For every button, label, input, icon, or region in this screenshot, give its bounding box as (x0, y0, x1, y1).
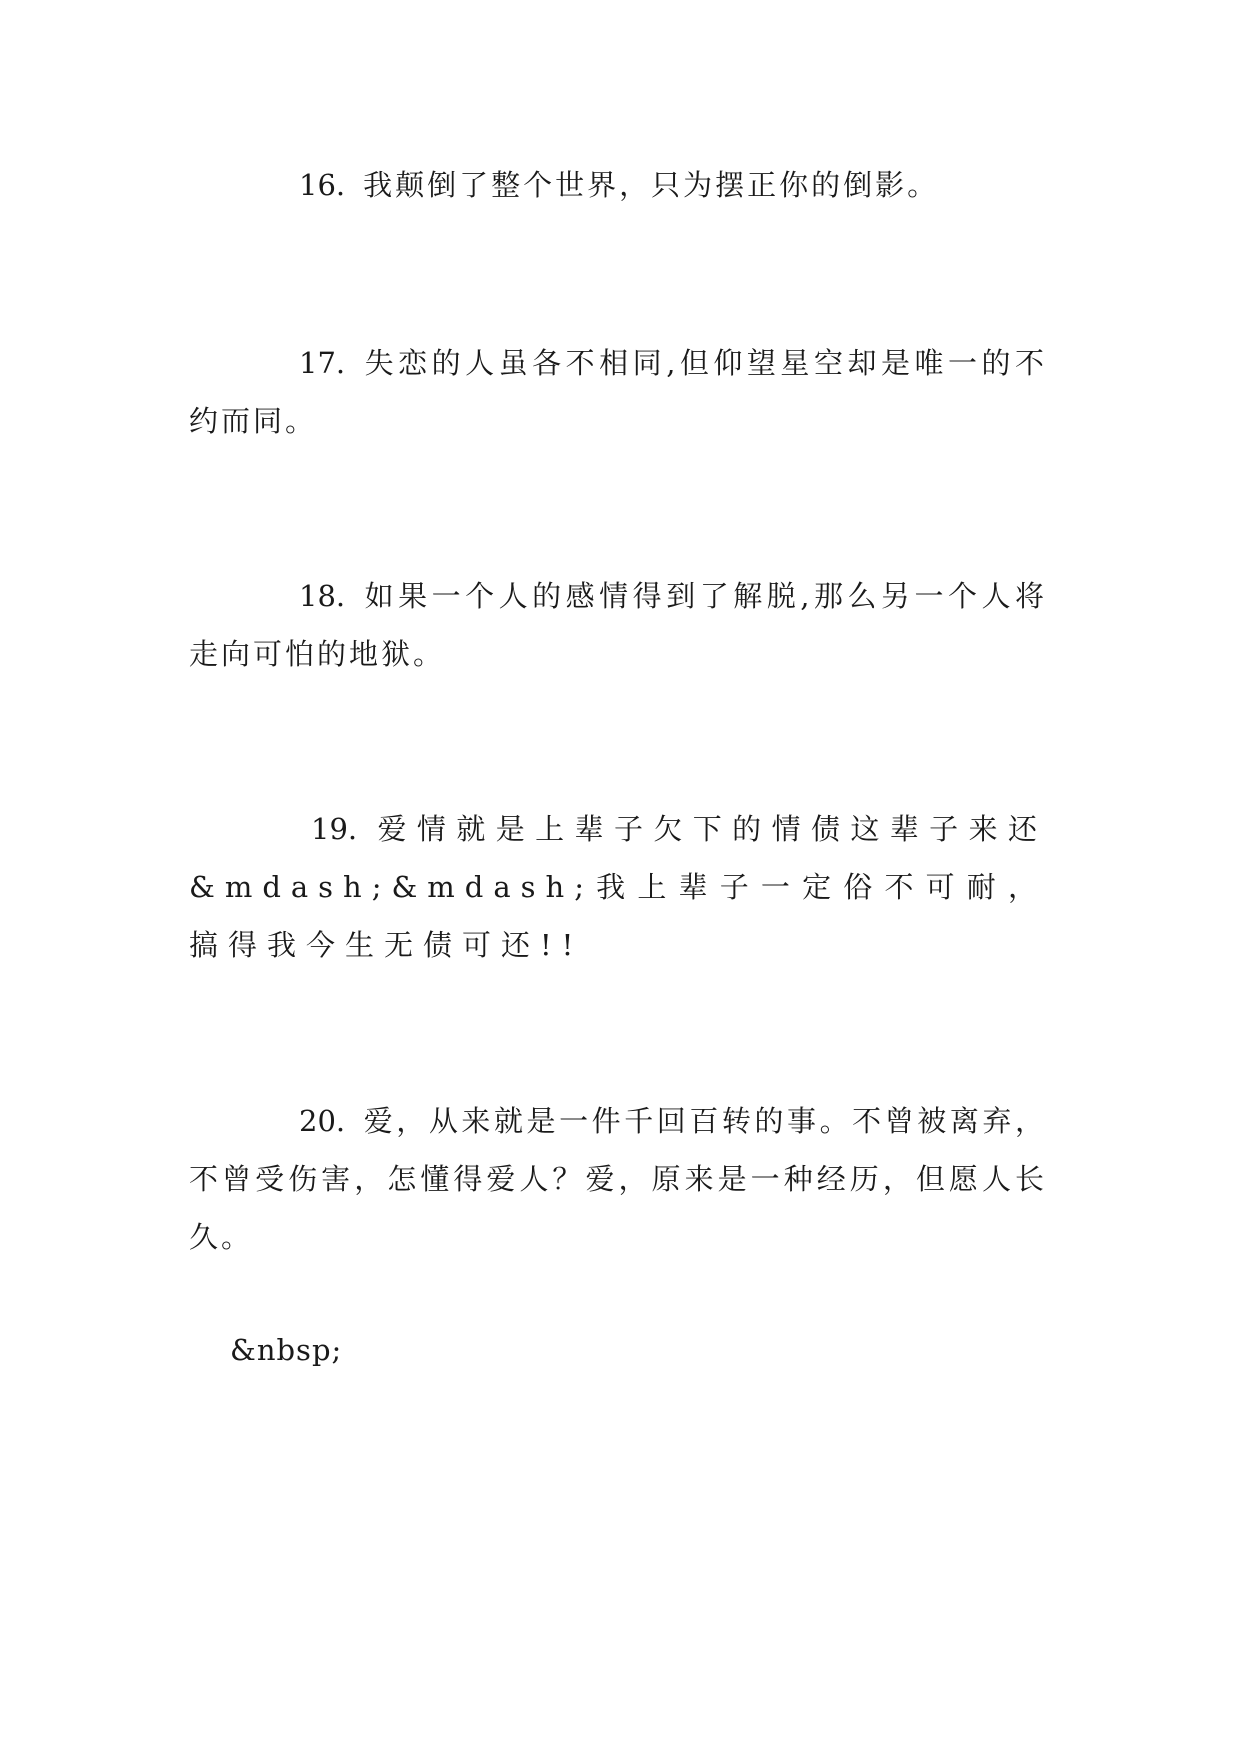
quote-paragraph-18 (189, 567, 1047, 683)
quote-text: 失恋的人虽各不相同,但仰望星空却是唯一的不约而同。 (189, 346, 1047, 438)
quote-text: 爱情就是上辈子欠下的情债这辈子来还&mdash;&mdash;我上辈子一定俗不可耐，搞得我今生无债可还!! (189, 812, 1047, 962)
quote-paragraph-16 (189, 156, 1047, 214)
quote-paragraph-17 (189, 334, 1047, 450)
trailing-entity-text: &nbsp; (230, 1333, 343, 1367)
quote-number: 18. (299, 579, 346, 613)
quote-text: 我颠倒了整个世界，只为摆正你的倒影。 (363, 168, 940, 202)
quote-paragraph-20 (189, 1092, 1047, 1266)
quote-text: 如果一个人的感情得到了解脱,那么另一个人将走向可怕的地狱。 (189, 579, 1047, 671)
quote-text: 爱，从来就是一件千回百转的事。不曾被离弃，不曾受伤害，怎懂得爱人？爱，原来是一种经历，但愿人长久。 (189, 1104, 1047, 1254)
quote-number: 17. (299, 346, 346, 380)
quote-number: 19. (311, 812, 358, 846)
quote-number: 20. (299, 1104, 346, 1138)
quote-number: 16. (299, 168, 346, 202)
quote-paragraph-19 (189, 800, 1047, 974)
